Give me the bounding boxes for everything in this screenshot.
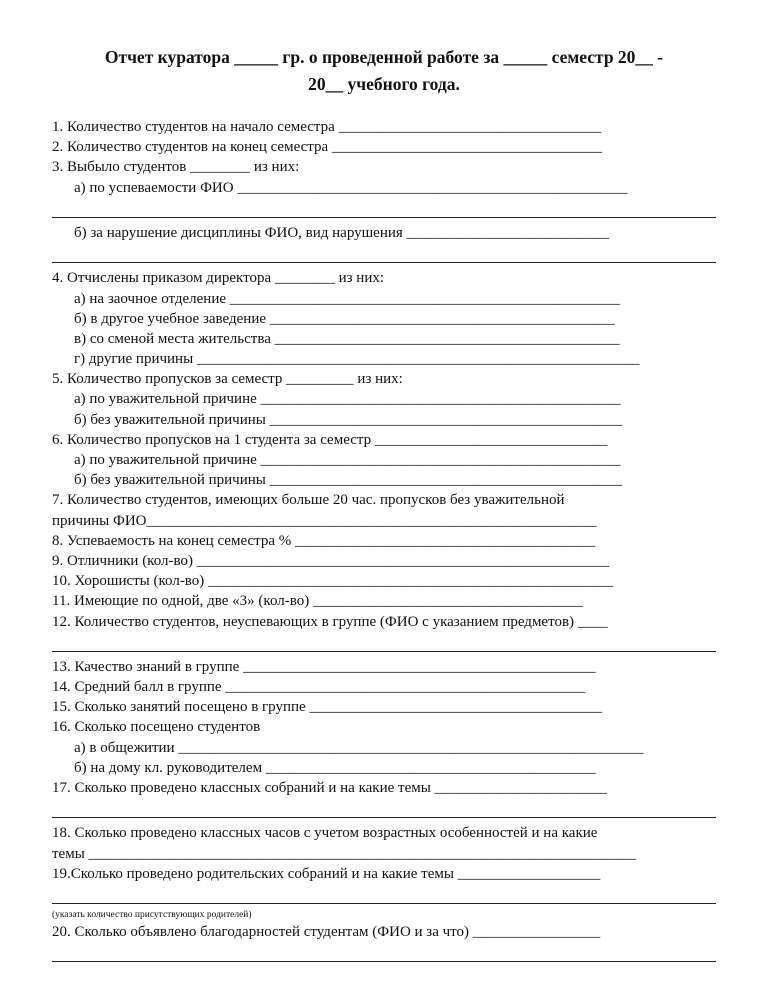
blank-answer-line xyxy=(52,248,716,268)
report-line: 12. Количество студентов, неуспевающих в группе (ФИО с указанием предметов) ____ xyxy=(52,613,608,630)
report-line: 8. Успеваемость на конец семестра % ________________________________________ xyxy=(52,532,596,549)
report-line: а) по уважительной причине ________________________________________________ xyxy=(74,391,621,408)
underline-rule xyxy=(52,637,716,652)
report-line: 7. Количество студентов, имеющих больше 20 час. пропусков без уважительной xyxy=(52,492,565,509)
report-line: а) на заочное отделение ____________________________________________________ xyxy=(74,290,620,307)
report-line: 15. Сколько занятий посещено в группе _______________________________________ xyxy=(52,699,602,716)
underline-rule xyxy=(52,248,716,263)
blank-answer-line xyxy=(52,803,716,823)
report-line: 14. Средний балл в группе ________________________________________________ xyxy=(52,679,586,696)
report-line: 5. Количество пропусков за семестр _________ из них: xyxy=(52,371,403,388)
report-line: 1. Количество студентов на начало семестра ___________________________________ xyxy=(52,119,602,135)
report-line: причины ФИО____________________________________________________________ xyxy=(52,512,597,529)
report-line: в) со сменой места жительства ______________________________________________ xyxy=(74,330,620,347)
title-line-1: Отчет куратора _____ гр. о проведенной работе за _____ семестр 20__ - xyxy=(104,47,664,67)
report-line: 18. Сколько проведено классных часов с учетом возрастных особенностей и на какие xyxy=(52,825,598,842)
report-line: б) в другое учебное заведение ______________________________________________ xyxy=(74,310,615,327)
blank-answer-line xyxy=(52,947,716,967)
underline-rule xyxy=(52,803,716,818)
underline-rule xyxy=(52,947,716,962)
report-line: а) в общежитии ______________________________________________________________ xyxy=(74,739,644,756)
report-line: б) за нарушение дисциплины ФИО, вид нарушения ___________________________ xyxy=(74,224,610,241)
report-line: 4. Отчислены приказом директора ________ из них: xyxy=(52,270,385,287)
report-line: 13. Качество знаний в группе _______________________________________________ xyxy=(52,658,596,675)
report-line: 11. Имеющие по одной, две «3» (кол-во) ____________________________________ xyxy=(52,593,583,610)
report-line: темы _________________________________________________________________________ xyxy=(52,845,637,862)
report-line: а) по успеваемости ФИО ____________________________________________________ xyxy=(74,179,628,196)
report-line: 10. Хорошисты (кол-во) ______________________________________________________ xyxy=(52,573,614,590)
report-line: 3. Выбыло студентов ________ из них: xyxy=(52,159,300,176)
report-body xyxy=(52,117,716,968)
report-line: 20. Сколько объявлено благодарностей студентам (ФИО и за что) _________________ xyxy=(52,924,601,941)
blank-answer-line xyxy=(52,203,716,223)
blank-answer-line xyxy=(52,889,716,909)
report-line: 16. Сколько посещено студентов xyxy=(52,719,261,736)
title-line-2: 20__ учебного года. xyxy=(308,74,460,94)
report-title xyxy=(40,44,728,98)
underline-rule xyxy=(52,889,716,904)
report-line: 2. Количество студентов на конец семестра ____________________________________ xyxy=(52,139,602,156)
note-line: (указать количество присутствующих родителей) xyxy=(52,910,252,921)
report-line: б) без уважительной причины _______________________________________________ xyxy=(74,411,623,428)
report-line: 19.Сколько проведено родительских собраний и на какие темы ___________________ xyxy=(52,865,601,882)
report-line: 17. Сколько проведено классных собраний и на какие темы _______________________ xyxy=(52,780,608,796)
report-line: г) другие причины ___________________________________________________________ xyxy=(74,351,640,368)
report-line: 6. Количество пропусков на 1 студента за семестр _______________________________ xyxy=(52,431,608,448)
blank-answer-line xyxy=(52,637,716,657)
report-line: 9. Отличники (кол-во) _______________________________________________________ xyxy=(52,552,610,569)
report-line: а) по уважительной причине ________________________________________________ xyxy=(74,452,621,468)
report-line: б) без уважительной причины _______________________________________________ xyxy=(74,472,623,489)
underline-rule xyxy=(52,203,716,218)
report-line: б) на дому кл. руководителем ____________________________________________ xyxy=(74,759,596,776)
